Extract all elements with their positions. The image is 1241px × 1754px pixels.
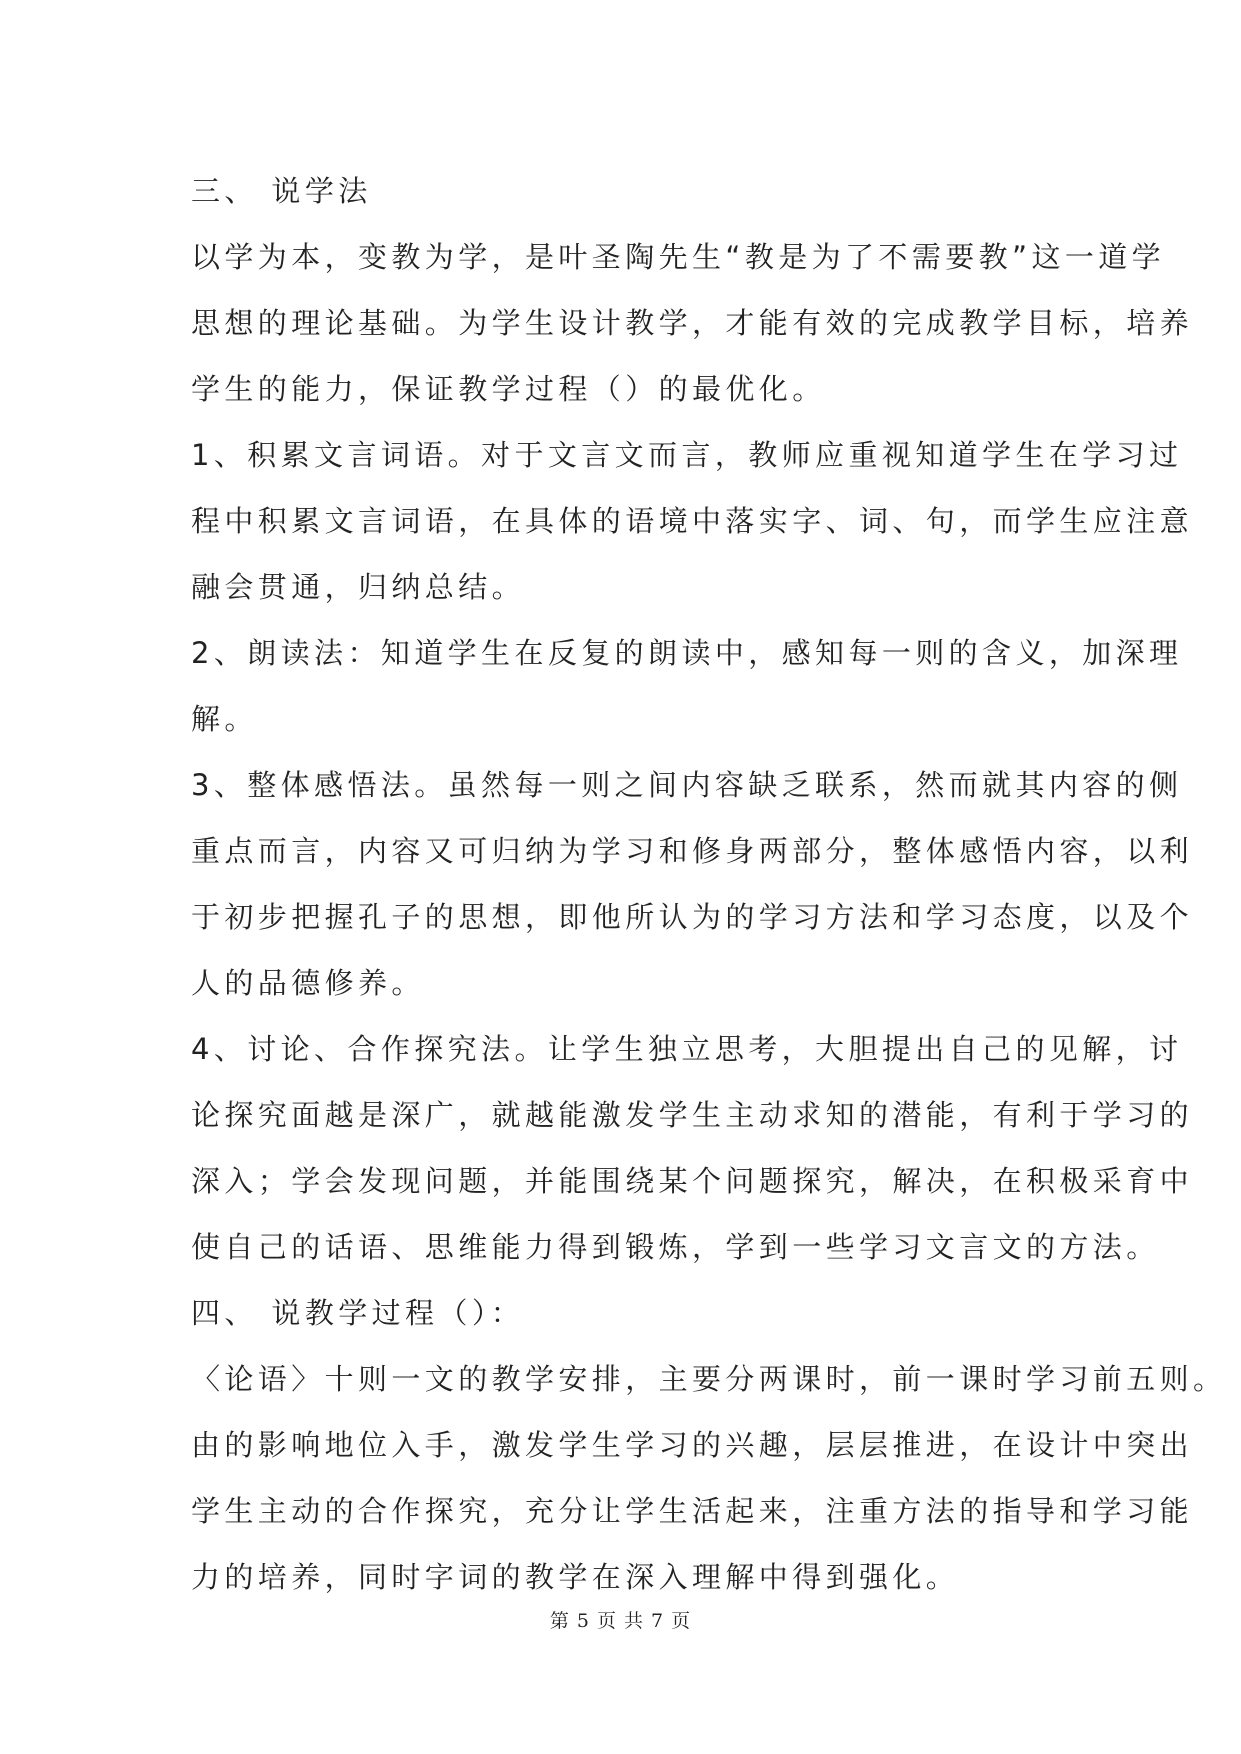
paragraph-line: 〈论语〉十则一文的教学安排，主要分两课时，前一课时学习前五则。: [191, 1362, 1227, 1396]
page-number-footer: 第 5 页 共 7 页: [549, 1610, 692, 1632]
paragraph-line: 融会贯通，归纳总结。: [191, 570, 526, 604]
paragraph-line: 思想的理论基础。为学生设计教学，才能有效的完成教学目标，培养: [191, 306, 1194, 340]
paragraph-line: 2、朗读法：知道学生在反复的朗读中，感知每一则的含义，加深理: [191, 636, 1183, 670]
paragraph-line: 学生的能力，保证教学过程（）的最优化。: [191, 372, 826, 406]
paragraph-line: 3、整体感悟法。虽然每一则之间内容缺乏联系，然而就其内容的侧: [191, 768, 1183, 802]
section-heading-study-methods: 三、 说学法: [191, 174, 372, 208]
paragraph-line: 4、讨论、合作探究法。让学生独立思考，大胆提出自己的见解，讨: [191, 1032, 1183, 1066]
paragraph-line: 于初步把握孔子的思想，即他所认为的学习方法和学习态度，以及个: [191, 900, 1194, 934]
paragraph-line: 由的影响地位入手，激发学生学习的兴趣，层层推进，在设计中突出: [191, 1428, 1194, 1462]
paragraph-line: 力的培养，同时字词的教学在深入理解中得到强化。: [191, 1560, 960, 1594]
paragraph-line: 1、积累文言词语。对于文言文而言，教师应重视知道学生在学习过: [191, 438, 1183, 472]
paragraph-line: 解。: [191, 702, 258, 736]
paragraph-line: 重点而言，内容又可归纳为学习和修身两部分，整体感悟内容，以利: [191, 834, 1194, 868]
document-body: [191, 158, 1227, 1610]
paragraph-line: 以学为本，变教为学，是叶圣陶先生“教是为了不需要教”这一道学: [191, 240, 1166, 274]
paragraph-line: 使自己的话语、思维能力得到锻炼，学到一些学习文言文的方法。: [191, 1230, 1160, 1264]
paragraph-line: 论探究面越是深广，就越能激发学生主动求知的潜能，有利于学习的: [191, 1098, 1194, 1132]
paragraph-line: 学生主动的合作探究，充分让学生活起来，注重方法的指导和学习能: [191, 1494, 1194, 1528]
paragraph-line: 人的品德修养。: [191, 966, 425, 1000]
paragraph-line: 程中积累文言词语，在具体的语境中落实字、词、句，而学生应注意: [191, 504, 1194, 538]
paragraph-line: 深入；学会发现问题，并能围绕某个问题探究，解决，在积极采育中: [191, 1164, 1194, 1198]
section-heading-teaching-process: 四、 说教学过程（）：: [191, 1296, 525, 1330]
